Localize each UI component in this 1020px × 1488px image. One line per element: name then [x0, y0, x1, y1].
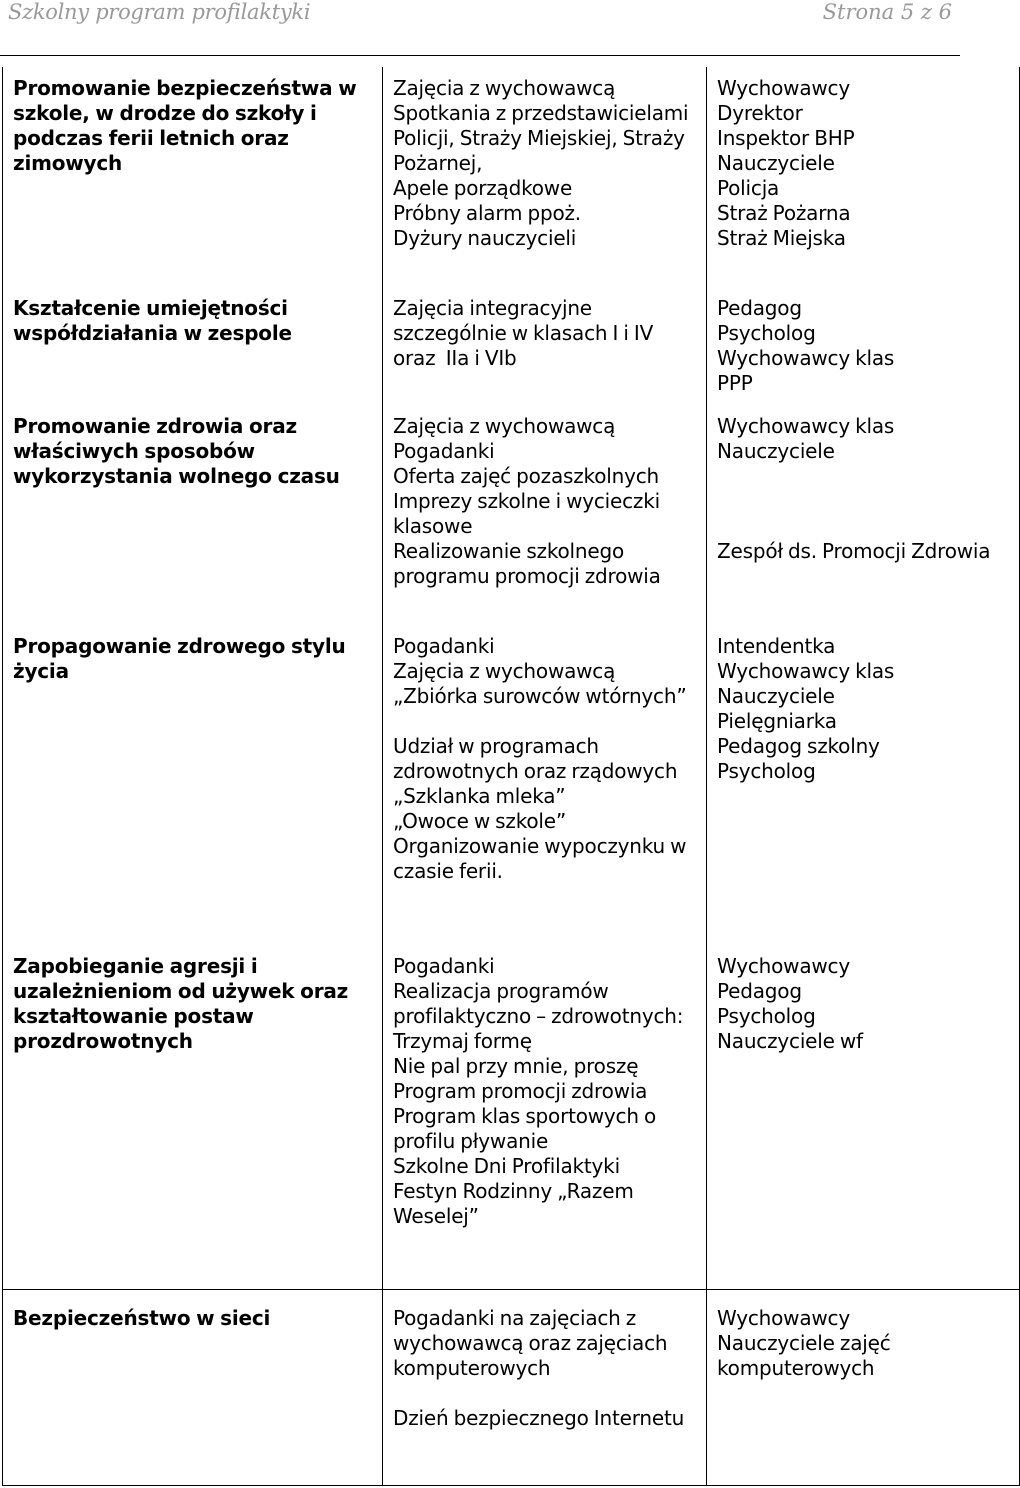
form-item: Pogadanki [393, 634, 495, 658]
form-item: Zajęcia z wychowawcą [393, 414, 616, 438]
goal: Kształcenie umiejętności współdziałania w zespole [13, 296, 292, 345]
goal: Bezpieczeństwo w sieci [13, 1305, 271, 1330]
responsible-item: Pedagog [717, 979, 802, 1003]
form-item: Zajęcia z wychowawcą [393, 659, 616, 683]
form-item: Zajęcia integracyjne szczególnie w klasach I i IV oraz IIa i VIb [393, 296, 659, 370]
form-item: Organizowanie wypoczynku w czasie ferii. [393, 834, 692, 883]
goals-cell [3, 1289, 383, 1486]
form-item: Próbny alarm ppoż. [393, 201, 581, 225]
page-header [0, 0, 960, 56]
form-item: Nie pal przy mnie, proszę [393, 1054, 639, 1078]
form-item: „Zbiórka surowców wtórnych” [393, 684, 687, 708]
responsible-item: Wychowawcy [717, 954, 850, 978]
form-item: Dzień bezpiecznego Internetu [393, 1405, 685, 1430]
responsible-cell [707, 67, 1020, 1289]
table-row [3, 1289, 1020, 1486]
goal: Promowanie bezpieczeństwa w szkole, w drodze do szkoły i podczas ferii letnich oraz zimowych [13, 76, 357, 175]
responsible-spacer [717, 464, 1009, 489]
document-title: Szkolny program profilaktyki [8, 0, 311, 24]
responsible-item: Wychowawcy klas [717, 414, 895, 438]
responsible-item: Nauczyciele wf [717, 1029, 863, 1053]
responsible-item: Pedagog szkolny [717, 734, 880, 758]
forms-group [393, 76, 696, 296]
form-item: „Szklanka mleka” [393, 784, 566, 808]
responsible-item: Wychowawcy klas [717, 659, 895, 683]
goal: Propagowanie zdrowego stylu życia [13, 634, 346, 683]
responsible-item: Policja [717, 176, 780, 200]
responsible-group [717, 76, 1009, 296]
form-item: Pogadanki [393, 439, 495, 463]
program-table [2, 67, 1020, 1486]
responsible-item: Wychowawcy [717, 76, 850, 100]
responsible-spacer [717, 489, 1009, 514]
responsible-group [717, 634, 1009, 954]
page-number: Strona 5 z 6 [822, 0, 952, 24]
responsible-item: Pedagog [717, 296, 802, 320]
forms-cell [383, 67, 707, 1289]
forms-group [393, 634, 696, 954]
responsible-group [717, 296, 1009, 414]
form-item: Pogadanki na zajęciach z wychowawcą oraz zajęciach komputerowych [393, 1305, 673, 1380]
responsible-item: Wychowawcy [717, 1305, 850, 1330]
forms-group [393, 296, 696, 414]
form-item: Festyn Rodzinny „Razem Weselej” [393, 1179, 639, 1228]
form-item: Dyżury nauczycieli [393, 226, 577, 250]
form-item: Szkolne Dni Profilaktyki [393, 1154, 620, 1178]
form-item: Program promocji zdrowia [393, 1079, 648, 1103]
responsible-item: Straż Pożarna [717, 201, 851, 225]
form-item: Udział w programach zdrowotnych oraz rządowych [393, 734, 678, 783]
form-item: Realizacja programów profilaktyczno – zdrowotnych: [393, 979, 684, 1028]
form-item: Trzymaj formę [393, 1029, 532, 1053]
responsible-item: Dyrektor [717, 101, 803, 125]
responsible-group [717, 414, 1009, 634]
responsible-item: Intendentka [717, 634, 836, 658]
form-item: Pogadanki [393, 954, 495, 978]
goal: Promowanie zdrowia oraz właściwych sposobów wykorzystania wolnego czasu [13, 414, 340, 488]
goal: Zapobieganie agresji i uzależnieniom od używek oraz kształtowanie postaw prozdrowotnych [13, 954, 349, 1053]
responsible-item: Psycholog [717, 321, 816, 345]
responsible-item: Nauczyciele [717, 151, 835, 175]
responsible-item: Wychowawcy klas [717, 346, 895, 370]
form-spacer [393, 709, 696, 734]
goals-cell [3, 67, 383, 1289]
form-item: Realizowanie szkolnego programu promocji zdrowia [393, 539, 661, 588]
responsible-item: Nauczyciele [717, 684, 835, 708]
responsible-spacer [717, 514, 1009, 539]
responsible-item: Psycholog [717, 1004, 816, 1028]
form-item: „Owoce w szkole” [393, 809, 567, 833]
table-row [3, 67, 1020, 1289]
forms-group [393, 414, 696, 634]
form-item: Zajęcia z wychowawcą [393, 76, 616, 100]
responsible-item: PPP [717, 371, 753, 395]
form-item: Spotkania z przedstawicielami Policji, Straży Miejskiej, Straży Pożarnej, [393, 101, 694, 175]
responsible-item: Psycholog [717, 759, 816, 783]
responsible-cell [707, 1289, 1020, 1486]
form-item: Imprezy szkolne i wycieczki klasowe [393, 489, 666, 538]
responsible-item: Nauczyciele [717, 439, 835, 463]
form-item: Oferta zajęć pozaszkolnych [393, 464, 659, 488]
forms-group [393, 954, 696, 1229]
responsible-item: Zespół ds. Promocji Zdrowia [717, 539, 991, 563]
responsible-item: Inspektor BHP [717, 126, 855, 150]
form-item: Program klas sportowych o profilu pływanie [393, 1104, 662, 1153]
form-spacer [393, 1381, 696, 1406]
responsible-group [717, 954, 1009, 1054]
responsible-item: Straż Miejska [717, 226, 846, 250]
responsible-item: Nauczyciele zajęć komputerowych [717, 1330, 896, 1380]
form-item: Apele porządkowe [393, 176, 573, 200]
responsible-item: Pielęgniarka [717, 709, 837, 733]
forms-cell [383, 1289, 707, 1486]
